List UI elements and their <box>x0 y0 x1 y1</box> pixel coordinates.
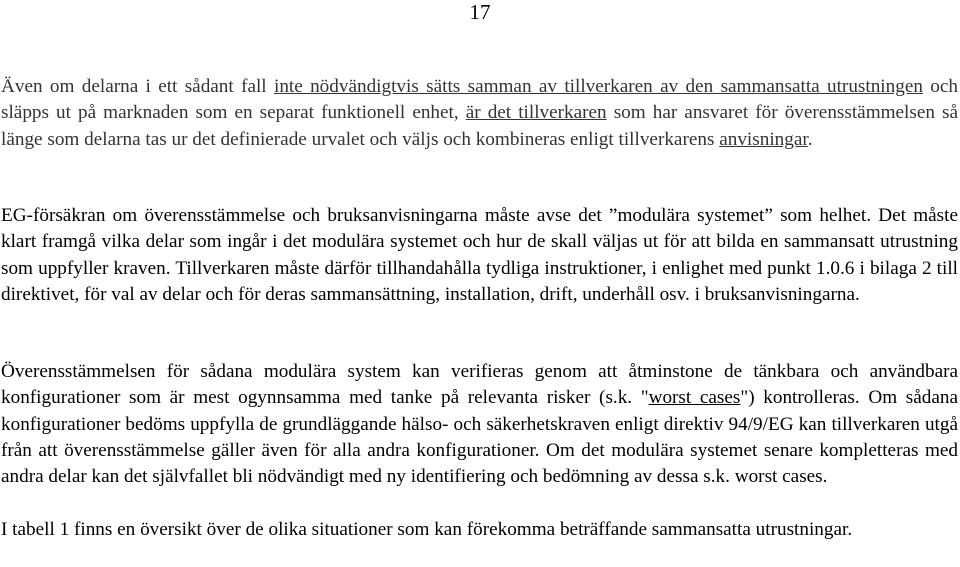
p3-text-end: ") kontrolleras. Om sådana konfigurationer bedöms uppfylla de grundläggande hälso- och säkerhetskraven enligt direktiv 94/9/EG kan tillverkaren utgå från att överensstämmelse gäller även för alla andra konfigurationer. Om det modulära systemet senare kompletteras med andra delar kan det självfallet bli nödvändigt med ny identifiering och bedömning av dessa s.k. worst cases. <box>1 387 958 488</box>
p1-text-start: Även om delarna i ett sådant fall <box>1 76 274 97</box>
p1-text-middle: och släpps ut på marknaden som en separat funktionell enhet, <box>1 76 958 124</box>
page-number: 17 <box>469 0 491 24</box>
p1-underlined-instructions: anvisningar <box>719 128 808 150</box>
p1-underlined-not-assembled: inte nödvändigtvis sätts samman av tillverkaren av den sammansatta utrustningen <box>273 76 923 97</box>
p1-text-end: . <box>807 128 813 150</box>
paragraph-worst-cases <box>1 359 958 490</box>
p1-underlined-manufacturer: är det tillverkaren <box>465 102 607 124</box>
p3-underlined-worst-cases: worst cases <box>648 387 741 409</box>
p3-text-start: Överensstämmelsen för sådana modulära system kan verifieras genom att åtminstone de tänkbara och användbara konfigurationer som är mest ogynnsamma med tanke på relevanta risker (s.k. " <box>1 361 958 409</box>
paragraph-ec-declaration: EG-försäkran om överensstämmelse och bruksanvisningarna måste avse det ”modulära systemet” som helhet. Det måste klart framgå vilka delar som ingår i det modulära systemet och hur de skall väljas ut för att bilda en sammansatt utrustning som uppfyller kraven. Tillverkaren måste därför tillhandahålla tydliga instruktioner, i enlighet med punkt 1.0.6 i bilaga 2 till direktivet, för val av delar och för deras sammansättning, installation, drift, underhåll osv. i bruksanvisningarna. <box>1 205 958 305</box>
paragraph-table-reference: I tabell 1 finns en översikt över de olika situationer som kan förekomma beträffande sammansatta utrustningar. <box>1 519 853 540</box>
p1-text-responsibility: som har ansvaret för överensstämmelsen så länge som delarna tas ur det definierade urvalet och väljs och kombineras enligt tillverkarens <box>1 102 959 150</box>
paragraph-modular-parts <box>1 74 958 153</box>
